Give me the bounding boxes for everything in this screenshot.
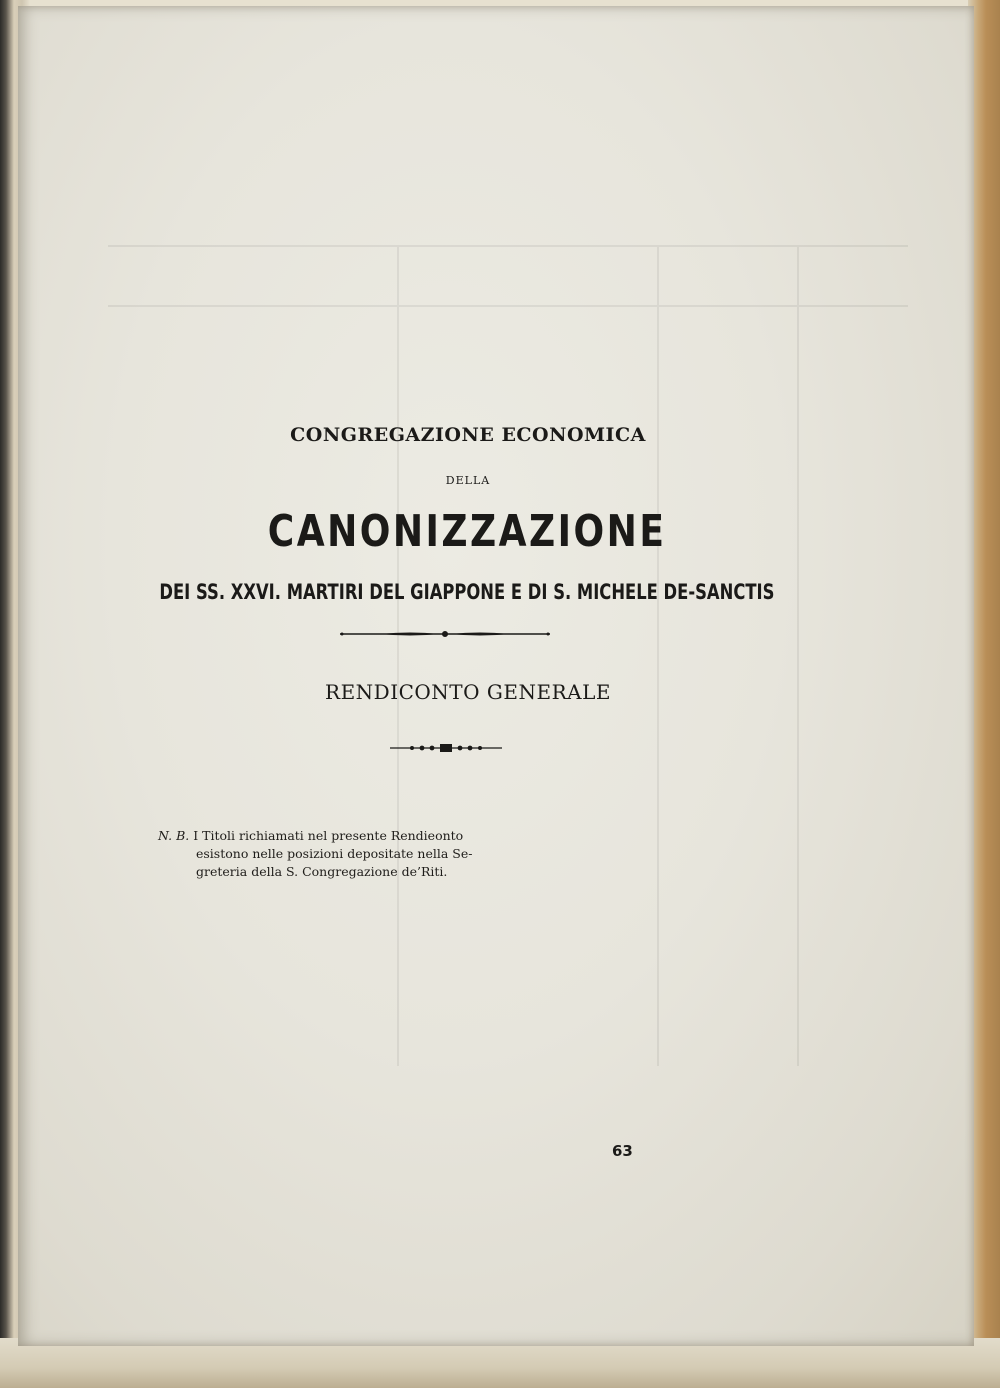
subtitle: DEI SS. XXVI. MARTIRI DEL GIAPPONE E DI S. MICHELE DE-SANCTIS — [159, 580, 775, 604]
note-label: N. B. — [158, 828, 190, 843]
note-line-1 — [158, 827, 518, 845]
ornament-dotted-rule — [390, 741, 502, 755]
heading-della: DELLA — [445, 474, 491, 487]
section-title: RENDICONTO GENERALE — [325, 680, 611, 704]
note-line-2: esistono nelle posizioni depositate nella Se- — [196, 846, 473, 861]
main-title: CANONIZZAZIONE — [267, 506, 667, 557]
page-number: 63 — [612, 1142, 633, 1160]
footnote-nb — [158, 827, 518, 881]
note-line-3: greteria della S. Congregazione de’Riti. — [196, 864, 448, 879]
heading-congregazione: CONGREGAZIONE ECONOMICA — [290, 424, 646, 446]
printed-page — [18, 6, 974, 1346]
ornament-rule — [340, 626, 550, 642]
note-line-1-text: I Titoli richiamati nel presente Rendieonto — [193, 828, 464, 843]
